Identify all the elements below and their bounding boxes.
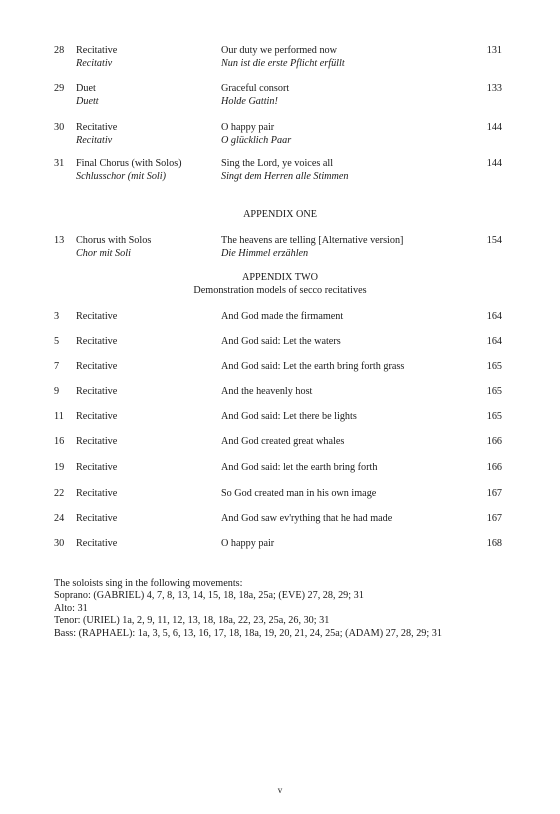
- movement-number: 31: [54, 158, 65, 169]
- movement-number: 3: [54, 311, 60, 322]
- page-reference: 165: [486, 411, 502, 422]
- movement-title: Sing the Lord, ye voices all: [221, 158, 334, 169]
- appendix-two-subheading: Demonstration models of secco recitatives: [193, 285, 367, 296]
- movement-type: Recitative: [76, 538, 118, 549]
- page-reference: 144: [486, 122, 502, 133]
- movement-title: Our duty we performed now: [221, 45, 337, 56]
- page-reference: 167: [486, 513, 502, 524]
- movement-number: 30: [54, 122, 65, 133]
- page-reference: 165: [486, 386, 502, 397]
- movement-number: 7: [54, 361, 60, 372]
- movement-type-german: Duett: [76, 96, 99, 107]
- movement-title-german: Nun ist die erste Pflicht erfüllt: [221, 58, 345, 69]
- movement-type: Recitative: [76, 336, 118, 347]
- movement-type-german: Recitativ: [76, 58, 113, 69]
- movement-type: Recitative: [76, 361, 118, 372]
- movement-title: The heavens are telling [Alternative version]: [221, 235, 404, 246]
- page-reference: 154: [486, 235, 502, 246]
- page-number: v: [277, 785, 283, 795]
- movement-title: So God created man in his own image: [221, 488, 377, 499]
- movement-number: 30: [54, 538, 65, 549]
- page-reference: 144: [486, 158, 502, 169]
- movement-type: Recitative: [76, 513, 118, 524]
- page-reference: 133: [486, 83, 502, 94]
- movement-type-german: Schlusschor (mit Soli): [76, 171, 166, 182]
- appendix-two-heading: APPENDIX TWO: [242, 272, 318, 283]
- movement-title: Graceful consort: [221, 83, 290, 94]
- movement-type: Duet: [76, 83, 96, 94]
- movement-type: Recitative: [76, 122, 118, 133]
- soloists-alto: Alto: 31: [54, 602, 88, 614]
- movement-number: 24: [54, 513, 65, 524]
- page-reference: 166: [486, 462, 502, 473]
- movement-title: And God created great whales: [221, 436, 345, 447]
- movement-title: And God said: Let the earth bring forth grass: [221, 361, 405, 372]
- page-reference: 165: [486, 361, 502, 372]
- movement-type: Recitative: [76, 488, 118, 499]
- soloists-section: [54, 578, 534, 640]
- movement-type-german: Chor mit Soli: [76, 248, 131, 259]
- appendix-one-heading: APPENDIX ONE: [243, 209, 317, 220]
- movement-type-german: Recitativ: [76, 135, 113, 146]
- movement-number: 16: [54, 436, 65, 447]
- movement-title: And God said: Let the waters: [221, 336, 341, 347]
- soloists-soprano: Soprano: (GABRIEL) 4, 7, 8, 13, 14, 15, 18, 18a, 25a; (EVE) 27, 28, 29; 31: [54, 590, 364, 602]
- movement-title-german: O glücklich Paar: [221, 135, 292, 146]
- movement-number: 28: [54, 45, 65, 56]
- page-reference: 164: [486, 311, 502, 322]
- soloists-tenor: Tenor: (URIEL) 1a, 2, 9, 11, 12, 13, 18, 18a, 22, 23, 25a, 26, 30; 31: [54, 615, 330, 627]
- movement-title: And the heavenly host: [221, 386, 313, 397]
- movement-number: 22: [54, 488, 65, 499]
- page-reference: 168: [486, 538, 502, 549]
- movement-title: And God said: Let there be lights: [221, 411, 357, 422]
- movement-number: 13: [54, 235, 65, 246]
- movement-title-german: Die Himmel erzählen: [221, 248, 309, 259]
- movement-number: 29: [54, 83, 65, 94]
- movement-type: Recitative: [76, 462, 118, 473]
- movement-number: 5: [54, 336, 60, 347]
- movement-type: Recitative: [76, 411, 118, 422]
- movement-type: Recitative: [76, 436, 118, 447]
- movement-type: Recitative: [76, 311, 118, 322]
- movement-number: 11: [54, 411, 64, 422]
- page-reference: 164: [486, 336, 502, 347]
- soloists-bass: Bass: (RAPHAEL): 1a, 3, 5, 6, 13, 16, 17, 18, 18a, 19, 20, 21, 24, 25a; (ADAM) 27, 28, 29; 31: [54, 627, 442, 639]
- movement-type: Final Chorus (with Solos): [76, 158, 182, 169]
- page-reference: 131: [486, 45, 502, 56]
- movement-type: Recitative: [76, 386, 118, 397]
- soloists-intro: The soloists sing in the following movements:: [54, 578, 243, 589]
- movement-number: 9: [54, 386, 60, 397]
- movement-type: Chorus with Solos: [76, 235, 152, 246]
- movement-title: And God said: let the earth bring forth: [221, 462, 378, 473]
- movement-type: Recitative: [76, 45, 118, 56]
- movement-title-german: Holde Gattin!: [221, 96, 278, 107]
- movement-title: And God saw ev'rything that he had made: [221, 513, 393, 524]
- movement-title-german: Singt dem Herren alle Stimmen: [221, 171, 349, 182]
- movement-number: 19: [54, 462, 65, 473]
- movement-title: O happy pair: [221, 122, 275, 133]
- page-reference: 166: [486, 436, 502, 447]
- movement-title: O happy pair: [221, 538, 275, 549]
- page-reference: 167: [486, 488, 502, 499]
- movement-title: And God made the firmament: [221, 311, 344, 322]
